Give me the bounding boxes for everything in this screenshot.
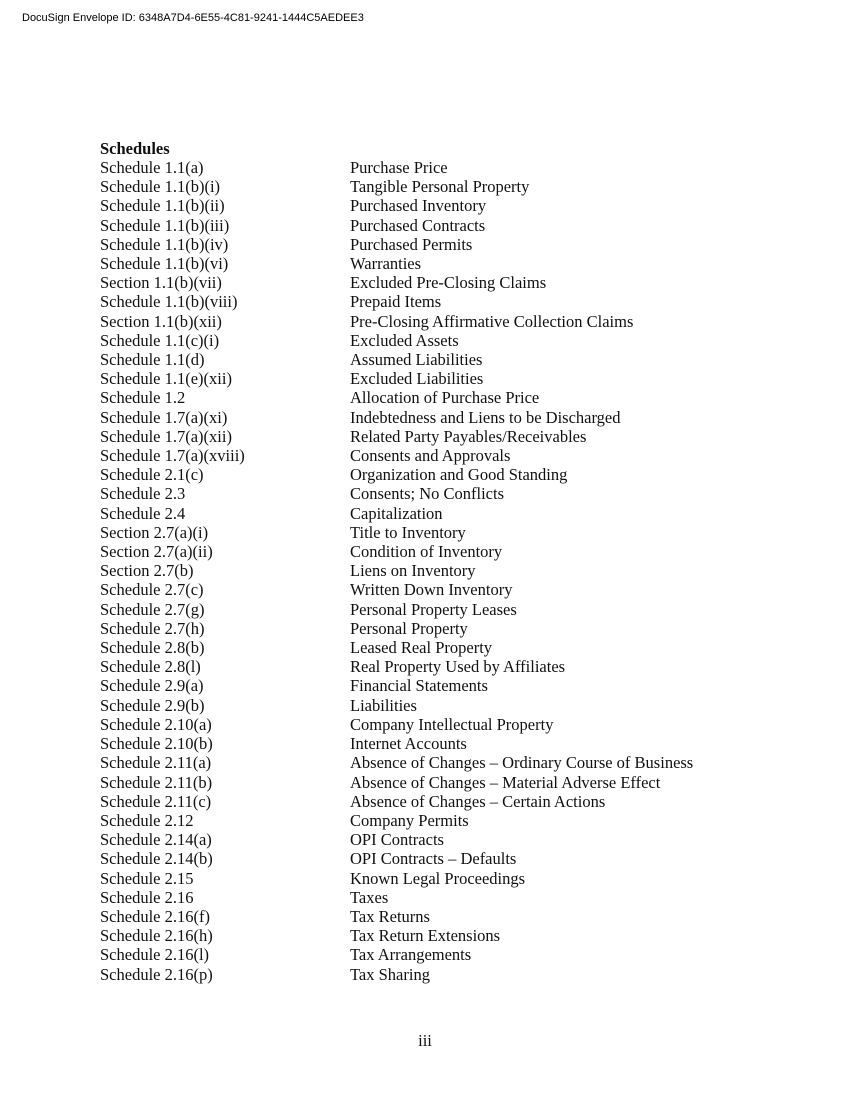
schedule-title: Indebtedness and Liens to be Discharged bbox=[350, 407, 621, 427]
schedule-row bbox=[100, 561, 820, 580]
schedule-reference: Schedule 2.7(h) bbox=[100, 618, 205, 638]
schedule-title: Personal Property Leases bbox=[350, 599, 517, 619]
schedule-row bbox=[100, 888, 820, 907]
schedule-reference: Schedule 2.8(l) bbox=[100, 657, 201, 677]
schedule-title: Absence of Changes – Ordinary Course of Business bbox=[350, 753, 694, 773]
schedule-reference: Section 1.1(b)(vii) bbox=[100, 273, 222, 293]
schedule-row bbox=[100, 273, 820, 292]
schedule-title: Tax Sharing bbox=[350, 964, 430, 984]
schedule-reference: Schedule 2.9(a) bbox=[100, 676, 204, 696]
schedule-row bbox=[100, 849, 820, 868]
schedule-reference: Schedule 1.1(c)(i) bbox=[100, 330, 220, 350]
schedule-title: Pre-Closing Affirmative Collection Claims bbox=[350, 311, 634, 331]
schedule-row bbox=[100, 350, 820, 369]
schedule-title: Company Permits bbox=[350, 810, 469, 830]
schedule-reference: Schedule 1.1(b)(vi) bbox=[100, 254, 229, 274]
schedule-row bbox=[100, 427, 820, 446]
schedule-row bbox=[100, 792, 820, 811]
schedule-row bbox=[100, 753, 820, 772]
schedule-row bbox=[100, 177, 820, 196]
schedule-row bbox=[100, 504, 820, 523]
schedule-title: Company Intellectual Property bbox=[350, 714, 554, 734]
schedule-row bbox=[100, 369, 820, 388]
schedule-row bbox=[100, 811, 820, 830]
schedule-list bbox=[100, 158, 820, 984]
schedule-row bbox=[100, 408, 820, 427]
schedule-title: Prepaid Items bbox=[350, 292, 442, 312]
schedule-reference: Schedule 2.11(b) bbox=[100, 772, 213, 792]
schedule-reference: Schedule 2.14(a) bbox=[100, 830, 212, 850]
schedule-title: Warranties bbox=[350, 254, 422, 274]
schedule-reference: Schedule 2.12 bbox=[100, 810, 194, 830]
schedule-reference: Schedule 1.1(a) bbox=[100, 158, 204, 177]
schedule-reference: Schedule 2.8(b) bbox=[100, 638, 205, 658]
schedule-row bbox=[100, 388, 820, 407]
schedule-row bbox=[100, 945, 820, 964]
schedule-reference: Schedule 2.16(p) bbox=[100, 964, 213, 984]
schedule-title: Tangible Personal Property bbox=[350, 177, 530, 197]
schedule-reference: Schedule 2.14(b) bbox=[100, 849, 213, 869]
schedule-reference: Schedule 1.7(a)(xi) bbox=[100, 407, 228, 427]
schedule-row bbox=[100, 484, 820, 503]
schedule-row bbox=[100, 696, 820, 715]
schedule-title: Taxes bbox=[350, 887, 389, 907]
schedule-reference: Schedule 2.15 bbox=[100, 868, 194, 888]
schedules-heading: Schedules bbox=[100, 139, 170, 158]
schedule-row bbox=[100, 542, 820, 561]
schedule-reference: Section 2.7(a)(ii) bbox=[100, 542, 213, 562]
schedule-row bbox=[100, 734, 820, 753]
schedule-row bbox=[100, 312, 820, 331]
schedule-row bbox=[100, 907, 820, 926]
schedule-row bbox=[100, 830, 820, 849]
schedule-row bbox=[100, 600, 820, 619]
schedule-reference: Schedule 2.9(b) bbox=[100, 695, 205, 715]
schedule-title: Excluded Liabilities bbox=[350, 369, 484, 389]
schedule-title: Leased Real Property bbox=[350, 638, 493, 658]
schedule-reference: Schedule 1.1(b)(iv) bbox=[100, 234, 229, 254]
schedule-title: Title to Inventory bbox=[350, 522, 466, 542]
schedule-title: Organization and Good Standing bbox=[350, 465, 568, 485]
schedule-title: Excluded Pre-Closing Claims bbox=[350, 273, 547, 293]
schedule-reference: Schedule 1.1(b)(iii) bbox=[100, 215, 230, 235]
schedule-title: Real Property Used by Affiliates bbox=[350, 657, 566, 677]
schedule-title: Liens on Inventory bbox=[350, 561, 476, 581]
schedule-title: Written Down Inventory bbox=[350, 580, 513, 600]
schedule-reference: Schedule 2.4 bbox=[100, 503, 186, 523]
schedule-title: Condition of Inventory bbox=[350, 542, 503, 562]
schedule-row bbox=[100, 715, 820, 734]
schedule-reference: Schedule 1.1(d) bbox=[100, 350, 205, 370]
schedule-title: Internet Accounts bbox=[350, 734, 467, 754]
schedule-title: Liabilities bbox=[350, 695, 417, 715]
schedule-reference: Schedule 1.7(a)(xii) bbox=[100, 426, 232, 446]
schedule-title: OPI Contracts – Defaults bbox=[350, 849, 517, 869]
schedule-reference: Schedule 2.1(c) bbox=[100, 465, 204, 485]
schedule-reference: Schedule 2.16(f) bbox=[100, 906, 210, 926]
page-number: iii bbox=[418, 1031, 432, 1050]
schedule-title: Consents; No Conflicts bbox=[350, 484, 505, 504]
schedule-reference: Schedule 1.7(a)(xviii) bbox=[100, 446, 245, 466]
schedule-title: Financial Statements bbox=[350, 676, 488, 696]
schedule-reference: Schedule 2.3 bbox=[100, 484, 186, 504]
schedule-row bbox=[100, 926, 820, 945]
schedule-row bbox=[100, 773, 820, 792]
schedule-reference: Schedule 1.1(b)(viii) bbox=[100, 292, 238, 312]
schedule-title: Allocation of Purchase Price bbox=[350, 388, 540, 408]
schedule-row bbox=[100, 216, 820, 235]
schedule-reference: Schedule 2.16(h) bbox=[100, 926, 213, 946]
schedule-row bbox=[100, 292, 820, 311]
schedule-reference: Schedule 2.16 bbox=[100, 887, 194, 907]
schedule-title: Personal Property bbox=[350, 618, 468, 638]
schedule-title: Excluded Assets bbox=[350, 330, 459, 350]
schedule-title: Absence of Changes – Certain Actions bbox=[350, 791, 606, 811]
schedule-row bbox=[100, 465, 820, 484]
schedule-title: Related Party Payables/Receivables bbox=[350, 426, 587, 446]
schedule-title: Purchase Price bbox=[350, 158, 448, 177]
schedule-title: Purchased Permits bbox=[350, 234, 473, 254]
schedule-reference: Schedule 2.11(a) bbox=[100, 753, 212, 773]
schedule-reference: Schedule 1.2 bbox=[100, 388, 186, 408]
schedule-reference: Section 2.7(b) bbox=[100, 561, 194, 581]
schedule-row bbox=[100, 331, 820, 350]
schedule-title: Tax Arrangements bbox=[350, 945, 472, 965]
schedule-row bbox=[100, 235, 820, 254]
schedule-reference: Schedule 1.1(b)(ii) bbox=[100, 196, 225, 216]
schedule-row bbox=[100, 657, 820, 676]
schedule-reference: Schedule 2.11(c) bbox=[100, 791, 212, 811]
schedule-row bbox=[100, 869, 820, 888]
schedule-reference: Schedule 2.16(l) bbox=[100, 945, 210, 965]
schedule-title: Absence of Changes – Material Adverse Effect bbox=[350, 772, 661, 792]
schedule-title: Capitalization bbox=[350, 503, 443, 523]
schedule-title: Known Legal Proceedings bbox=[350, 868, 526, 888]
schedule-reference: Schedule 2.7(g) bbox=[100, 599, 205, 619]
schedule-reference: Section 2.7(a)(i) bbox=[100, 522, 209, 542]
schedule-title: Tax Returns bbox=[350, 906, 430, 926]
schedule-reference: Schedule 2.10(a) bbox=[100, 714, 212, 734]
schedule-reference: Schedule 2.7(c) bbox=[100, 580, 204, 600]
schedule-reference: Schedule 1.1(e)(xii) bbox=[100, 369, 232, 389]
schedule-row bbox=[100, 158, 820, 177]
schedule-row bbox=[100, 254, 820, 273]
schedule-title: Tax Return Extensions bbox=[350, 926, 501, 946]
schedule-title: Purchased Inventory bbox=[350, 196, 487, 216]
schedule-row bbox=[100, 523, 820, 542]
schedule-row bbox=[100, 196, 820, 215]
schedule-title: Consents and Approvals bbox=[350, 446, 511, 466]
schedule-row bbox=[100, 619, 820, 638]
schedule-title: Purchased Contracts bbox=[350, 215, 486, 235]
schedule-reference: Schedule 2.10(b) bbox=[100, 734, 213, 754]
schedule-row bbox=[100, 638, 820, 657]
schedule-row bbox=[100, 580, 820, 599]
schedule-row bbox=[100, 446, 820, 465]
docusign-envelope-id: DocuSign Envelope ID: 6348A7D4-6E55-4C81-9241-1444C5AEDEE3 bbox=[22, 12, 364, 24]
schedule-row bbox=[100, 676, 820, 695]
schedule-row bbox=[100, 965, 820, 984]
schedule-reference: Section 1.1(b)(xii) bbox=[100, 311, 222, 331]
schedule-reference: Schedule 1.1(b)(i) bbox=[100, 177, 221, 197]
schedule-title: Assumed Liabilities bbox=[350, 350, 483, 370]
schedule-title: OPI Contracts bbox=[350, 830, 444, 850]
